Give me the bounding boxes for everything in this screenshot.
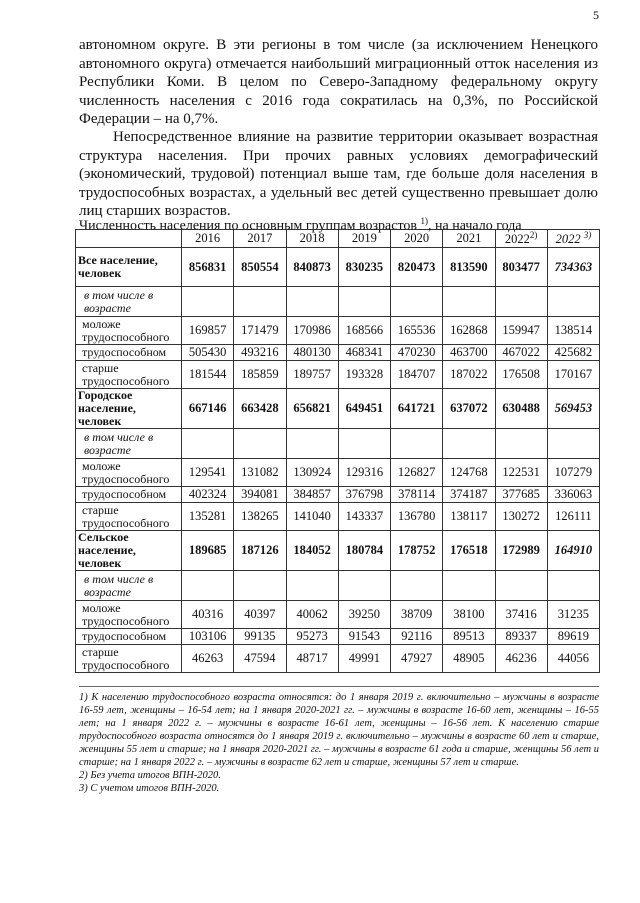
row-label: старше трудоспособного xyxy=(76,361,182,389)
value-cell: 663428 xyxy=(234,389,286,429)
value-cell: 130924 xyxy=(286,459,338,487)
value-cell: 505430 xyxy=(182,345,234,361)
value-cell xyxy=(443,571,495,601)
year-header: 2022$^{2)}$ xyxy=(495,230,547,248)
row-label: старше трудоспособного xyxy=(76,503,182,531)
year-header: 2022 $^{3)}$ xyxy=(547,230,599,248)
value-cell: 187126 xyxy=(234,531,286,571)
value-cell: 180784 xyxy=(338,531,390,571)
row-label: в том числе в возрасте xyxy=(76,287,182,317)
value-cell xyxy=(286,571,338,601)
value-cell: 169857 xyxy=(182,317,234,345)
table-caption-footnote-mark: 1) xyxy=(420,216,429,226)
header-empty-cell xyxy=(76,230,182,248)
value-cell xyxy=(391,571,443,601)
value-cell: 336063 xyxy=(547,487,599,503)
value-cell xyxy=(338,429,390,459)
value-cell xyxy=(391,429,443,459)
value-cell: 830235 xyxy=(338,248,390,287)
year-header: 2020 xyxy=(391,230,443,248)
value-cell: 130272 xyxy=(495,503,547,531)
footnote-1: 1) К населению трудоспособного возраста относятся: до 1 января 2019 г. включительно – мужчины в возрасте 16-59 лет, женщины – 16-54 лет; на 1 января 2020-2021 гг. – мужчины в возрасте 16-60 лет, женщины – 16-55 лет; на 1 января 2022 г. – мужчины в возрасте 16-61 лет, женщины – 16-56 лет. К населению старше трудоспособного возраста относятся до 1 января 2019 г. включительно – мужчины в возрасте 60 лет и старше, женщины 55 лет и старше; на 1 января 2020-2021 гг. – мужчины в возрасте 61 года и старше, женщины 56 лет и старше; на 1 января 2022 г. – мужчины в возрасте 62 лет и старше, женщины 57 лет и старше. xyxy=(79,692,599,768)
value-cell: 480130 xyxy=(286,345,338,361)
value-cell: 803477 xyxy=(495,248,547,287)
value-cell: 138117 xyxy=(443,503,495,531)
value-cell: 734363 xyxy=(547,248,599,287)
value-cell: 47927 xyxy=(391,645,443,673)
row-label: Все население, человек xyxy=(76,248,182,287)
footnote-3: 3) С учетом итогов ВПН-2020. xyxy=(79,783,220,794)
value-cell: 40397 xyxy=(234,601,286,629)
table-row-sub xyxy=(76,487,600,503)
row-label: трудоспособном xyxy=(76,345,182,361)
value-cell xyxy=(391,287,443,317)
value-cell: 103106 xyxy=(182,629,234,645)
row-label: в том числе в возрасте xyxy=(76,571,182,601)
value-cell xyxy=(338,571,390,601)
value-cell xyxy=(495,429,547,459)
value-cell: 48717 xyxy=(286,645,338,673)
value-cell: 468341 xyxy=(338,345,390,361)
table-caption-text: Численность населения по основным группам возрастов xyxy=(79,218,418,234)
row-label: старше трудоспособного xyxy=(76,645,182,673)
value-cell: 850554 xyxy=(234,248,286,287)
value-cell: 107279 xyxy=(547,459,599,487)
value-cell: 44056 xyxy=(547,645,599,673)
value-cell: 48905 xyxy=(443,645,495,673)
value-cell: 170986 xyxy=(286,317,338,345)
value-cell: 89619 xyxy=(547,629,599,645)
value-cell: 189685 xyxy=(182,531,234,571)
value-cell xyxy=(547,429,599,459)
value-cell xyxy=(182,429,234,459)
value-cell: 569453 xyxy=(547,389,599,429)
table-row-inc xyxy=(76,287,600,317)
value-cell: 138265 xyxy=(234,503,286,531)
value-cell: 89337 xyxy=(495,629,547,645)
row-label: Сельское население, человек xyxy=(76,531,182,571)
value-cell: 168566 xyxy=(338,317,390,345)
value-cell: 162868 xyxy=(443,317,495,345)
row-label: трудоспособном xyxy=(76,629,182,645)
table-row-sub xyxy=(76,361,600,389)
table-row-total xyxy=(76,531,600,571)
value-cell: 374187 xyxy=(443,487,495,503)
row-label: Городское население, человек xyxy=(76,389,182,429)
value-cell: 193328 xyxy=(338,361,390,389)
value-cell: 92116 xyxy=(391,629,443,645)
value-cell xyxy=(182,287,234,317)
row-label: в том числе в возрасте xyxy=(76,429,182,459)
value-cell: 856831 xyxy=(182,248,234,287)
value-cell: 129541 xyxy=(182,459,234,487)
value-cell: 172989 xyxy=(495,531,547,571)
year-header: 2017 xyxy=(234,230,286,248)
value-cell xyxy=(234,429,286,459)
value-cell xyxy=(495,571,547,601)
value-cell xyxy=(286,287,338,317)
value-cell: 129316 xyxy=(338,459,390,487)
table-row-sub xyxy=(76,459,600,487)
value-cell xyxy=(182,571,234,601)
value-cell: 46236 xyxy=(495,645,547,673)
value-cell: 138514 xyxy=(547,317,599,345)
table-header-row xyxy=(76,230,600,248)
value-cell xyxy=(547,571,599,601)
value-cell: 37416 xyxy=(495,601,547,629)
table-row-inc xyxy=(76,571,600,601)
year-header: 2016 xyxy=(182,230,234,248)
value-cell: 189757 xyxy=(286,361,338,389)
table-row-total xyxy=(76,248,600,287)
table-row-sub xyxy=(76,317,600,345)
value-cell: 47594 xyxy=(234,645,286,673)
value-cell: 46263 xyxy=(182,645,234,673)
value-cell: 493216 xyxy=(234,345,286,361)
value-cell: 649451 xyxy=(338,389,390,429)
table-row-total xyxy=(76,389,600,429)
table-row-sub xyxy=(76,345,600,361)
value-cell: 378114 xyxy=(391,487,443,503)
value-cell xyxy=(547,287,599,317)
value-cell: 637072 xyxy=(443,389,495,429)
value-cell: 467022 xyxy=(495,345,547,361)
value-cell: 667146 xyxy=(182,389,234,429)
page-number: 5 xyxy=(593,8,599,22)
value-cell: 164910 xyxy=(547,531,599,571)
value-cell xyxy=(443,429,495,459)
paragraph-1: автономном округе. В эти регионы в том числе (за исключением Ненецкого автономного округа) отмечается наибольший миграционный отток населения из Республики Коми. В целом по Северо-Западному федеральному округу численность населения с 2016 года сократилась на 0,3%, по Российской Федерации – на 0,7%. xyxy=(79,37,598,127)
value-cell: 171479 xyxy=(234,317,286,345)
year-header: 2021 xyxy=(443,230,495,248)
value-cell: 89513 xyxy=(443,629,495,645)
year-header: 2019 xyxy=(338,230,390,248)
footnotes xyxy=(79,691,599,795)
footnote-divider xyxy=(79,686,599,687)
row-label: трудоспособном xyxy=(76,487,182,503)
value-cell: 141040 xyxy=(286,503,338,531)
value-cell: 840873 xyxy=(286,248,338,287)
table-row-sub xyxy=(76,645,600,673)
value-cell: 124768 xyxy=(443,459,495,487)
value-cell xyxy=(234,287,286,317)
value-cell: 178752 xyxy=(391,531,443,571)
value-cell: 38100 xyxy=(443,601,495,629)
value-cell xyxy=(234,571,286,601)
value-cell: 470230 xyxy=(391,345,443,361)
population-table xyxy=(75,229,600,673)
value-cell: 376798 xyxy=(338,487,390,503)
row-label: моложе трудоспособного xyxy=(76,601,182,629)
value-cell: 38709 xyxy=(391,601,443,629)
value-cell: 402324 xyxy=(182,487,234,503)
value-cell: 122531 xyxy=(495,459,547,487)
table-row-inc xyxy=(76,429,600,459)
value-cell: 40316 xyxy=(182,601,234,629)
footnote-2: 2) Без учета итогов ВПН-2020. xyxy=(79,770,221,781)
value-cell: 656821 xyxy=(286,389,338,429)
value-cell: 159947 xyxy=(495,317,547,345)
value-cell: 39250 xyxy=(338,601,390,629)
value-cell: 131082 xyxy=(234,459,286,487)
value-cell xyxy=(495,287,547,317)
table-row-sub xyxy=(76,601,600,629)
value-cell: 143337 xyxy=(338,503,390,531)
value-cell: 126111 xyxy=(547,503,599,531)
value-cell: 184707 xyxy=(391,361,443,389)
table-caption-tail: , на начало года xyxy=(428,218,522,234)
value-cell: 99135 xyxy=(234,629,286,645)
table-row-sub xyxy=(76,629,600,645)
value-cell: 170167 xyxy=(547,361,599,389)
value-cell: 136780 xyxy=(391,503,443,531)
value-cell: 187022 xyxy=(443,361,495,389)
row-label: моложе трудоспособного xyxy=(76,459,182,487)
value-cell: 813590 xyxy=(443,248,495,287)
value-cell: 176518 xyxy=(443,531,495,571)
value-cell: 641721 xyxy=(391,389,443,429)
value-cell: 184052 xyxy=(286,531,338,571)
value-cell: 384857 xyxy=(286,487,338,503)
value-cell: 49991 xyxy=(338,645,390,673)
value-cell: 176508 xyxy=(495,361,547,389)
value-cell: 394081 xyxy=(234,487,286,503)
value-cell xyxy=(286,429,338,459)
value-cell: 463700 xyxy=(443,345,495,361)
value-cell: 91543 xyxy=(338,629,390,645)
value-cell: 31235 xyxy=(547,601,599,629)
value-cell: 165536 xyxy=(391,317,443,345)
value-cell: 425682 xyxy=(547,345,599,361)
value-cell: 126827 xyxy=(391,459,443,487)
table-row-sub xyxy=(76,503,600,531)
value-cell: 181544 xyxy=(182,361,234,389)
value-cell: 630488 xyxy=(495,389,547,429)
value-cell: 377685 xyxy=(495,487,547,503)
value-cell: 135281 xyxy=(182,503,234,531)
value-cell: 185859 xyxy=(234,361,286,389)
paragraph-2: Непосредственное влияние на развитие территории оказывает возрастная структура населения. При прочих равных условиях демографический (экономический, трудовой) потенциал выше там, где больше доля населения в трудоспособных возрастах, а удельный вес детей существенно превышает долю лиц старших возрастов. xyxy=(79,129,598,219)
value-cell: 820473 xyxy=(391,248,443,287)
year-header: 2018 xyxy=(286,230,338,248)
row-label: моложе трудоспособного xyxy=(76,317,182,345)
value-cell: 40062 xyxy=(286,601,338,629)
value-cell xyxy=(443,287,495,317)
value-cell: 95273 xyxy=(286,629,338,645)
value-cell xyxy=(338,287,390,317)
